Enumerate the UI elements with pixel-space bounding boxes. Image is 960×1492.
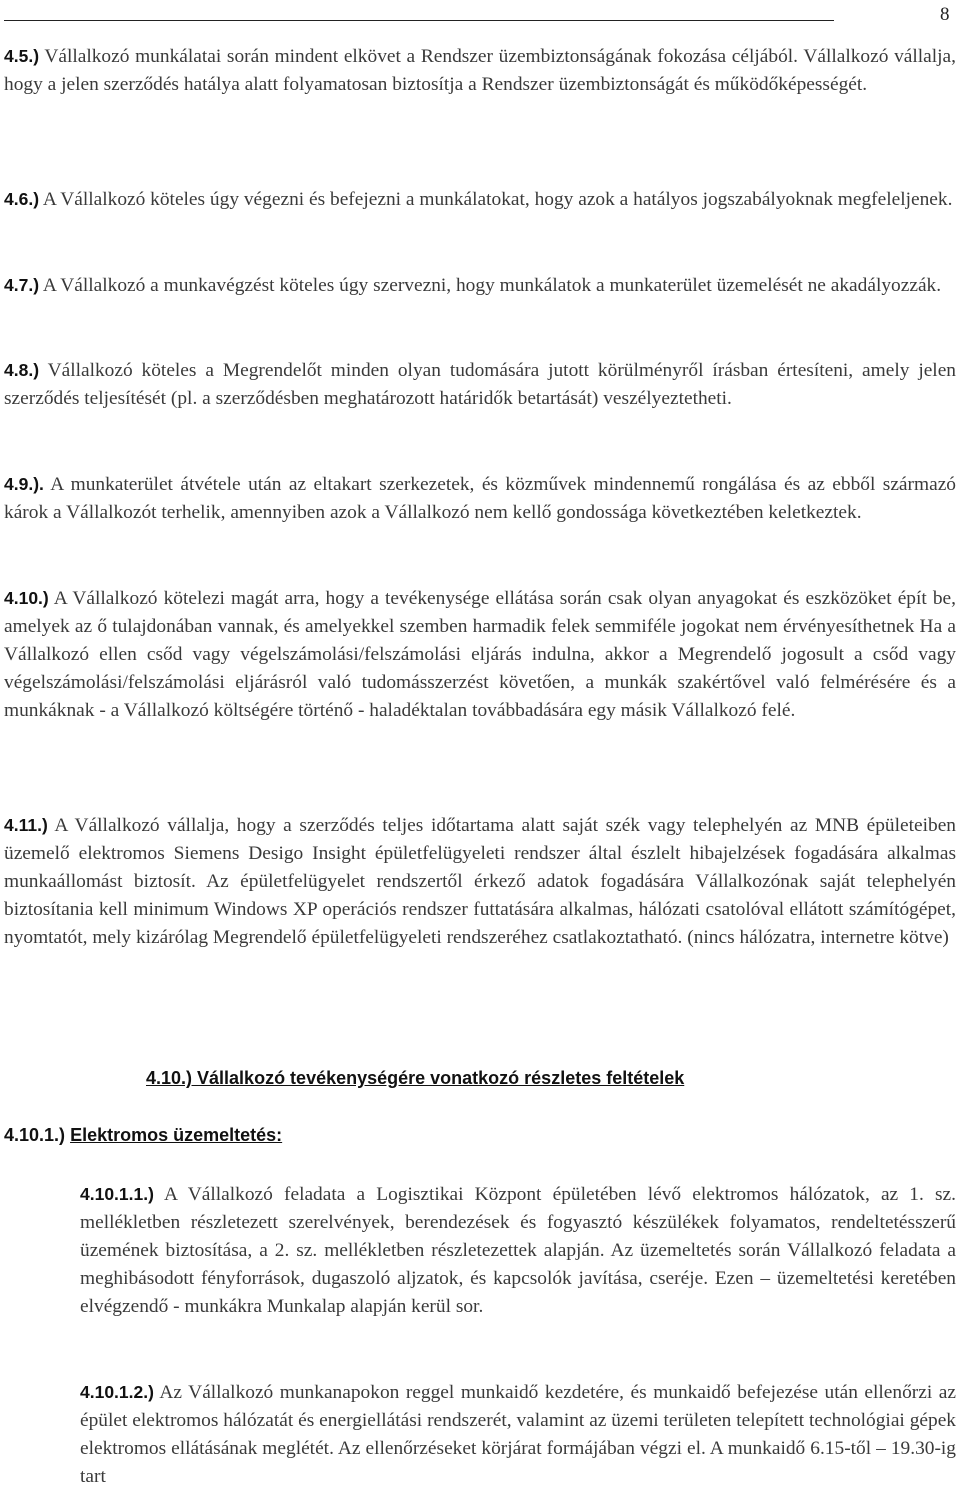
subsection-title: Elektromos üzemeltetés: (70, 1125, 283, 1145)
paragraph-4-5 (4, 42, 956, 99)
page-number: 8 (940, 4, 950, 25)
paragraph-4-9 (4, 470, 956, 527)
paragraph-number: 4.6.) (4, 189, 40, 209)
paragraph-4-10 (4, 584, 956, 725)
section-title: 4.10.) Vállalkozó tevékenységére vonatkozó részletes feltételek (146, 1068, 685, 1088)
paragraph-number: 4.7.) (4, 275, 40, 295)
paragraph-number: 4.9.). (4, 474, 44, 494)
header-rule (4, 20, 834, 21)
paragraph-text: A Vállalkozó feladata a Logisztikai Központ épületében lévő elektromos hálózatok, az 1. sz. mellékletben részletezett szerelvények, berendezések és fogyasztó készülékek folyamatos, rendeltetésszerű üzemének biztosítása, a 2. sz. mellékletben részletezettek alapján. Az üzemeltetés során Vállalkozó feladata a meghibásodott fényforrások, dugaszoló aljzatok, és kapcsolók javítása, cseréje. Ezen – üzemeltetési keretében elvégzendő - munkákra Munkalap alapján kerül sor. (80, 1184, 957, 1317)
paragraph-4-8 (4, 356, 956, 413)
sub-paragraph-4-10-1-2 (80, 1378, 956, 1491)
paragraph-4-7 (4, 271, 956, 300)
paragraph-number: 4.11.) (4, 815, 48, 835)
paragraph-text: Vállalkozó köteles a Megrendelőt minden olyan tudomására jutott körülményről írásban értesíteni, amely jelen szerződés teljesítését (pl. a szerződésben meghatározott határidők betartását) veszélyeztetheti. (4, 360, 956, 409)
paragraph-number: 4.10.1.1.) (80, 1184, 154, 1204)
paragraph-text: A Vállalkozó kötelezi magát arra, hogy a tevékenysége ellátása során csak olyan anyagokat és eszközöket épít be, amelyek az ő tulajdonában vannak, és amelyekkel szemben harmadik felek semmiféle jogokat nem érvényesíthetnek Ha a Vállalkozó ellen csőd vagy végelszámolási/felszámolási eljárás indulna, akkor a Megrendelő jogosult a csőd vagy végelszámolási/felszámolási eljárásról való tudomásszerzést követően, a munkák szakértővel való felmérésére és a munkáknak - a Vállalkozó költségére történő - haladéktalan továbbadására egy másik Vállalkozó felé. (4, 588, 956, 721)
paragraph-number: 4.5.) (4, 46, 40, 66)
paragraph-number: 4.8.) (4, 360, 40, 380)
paragraph-text: A Vállalkozó köteles úgy végezni és befejezni a munkálatokat, hogy azok a hatályos jogszabályoknak megfeleljenek. (42, 189, 953, 210)
subsection-heading (4, 1125, 282, 1146)
paragraph-text: A munkaterület átvétele után az eltakart szerkezetek, és közművek mindennemű rongálása és az ebből származó károk a Vállalkozót terhelik, amennyiben azok a Vállalkozó nem kellő gondossága következtében keletkeztek. (4, 474, 956, 523)
paragraph-text: A Vállalkozó a munkavégzést köteles úgy szervezni, hogy munkálatok a munkaterület üzemelését ne akadályozzák. (42, 275, 942, 296)
subsection-number: 4.10.1.) (4, 1125, 66, 1145)
paragraph-number: 4.10.1.2.) (80, 1382, 154, 1402)
paragraph-text: Az Vállalkozó munkanapokon reggel munkaidő kezdetére, és munkaidő befejezése után ellenőrzi az épület elektromos hálózatát és energiellátási rendszerét, valamint az üzemi területen telepített technológiai gépek elektromos ellátásának meglétét. Az ellenőrzéseket körjárat formájában végzi el. A munkaidő 6.15-től – 19.30-ig tart (80, 1382, 956, 1487)
paragraph-4-11 (4, 811, 956, 952)
paragraph-number: 4.10.) (4, 588, 49, 608)
paragraph-4-6 (4, 185, 956, 214)
sub-paragraph-4-10-1-1 (80, 1180, 956, 1321)
paragraph-text: A Vállalkozó vállalja, hogy a szerződés teljes időtartama alatt saját szék vagy telephelyén az MNB épületeiben üzemelő elektromos Siemens Desigo Insight épületfelügyeleti rendszer által észlelt hibajelzések fogadására alkalmas munkaállomást biztosít. Az épületfelügyelet rendszertől érkező adatok fogadására Vállalkozónak saját telephelyén biztosítania kell minimum Windows XP operációs rendszer futtatására alkalmas, hálózati csatolóval ellátott számítógépet, nyomtatót, mely kizárólag Megrendelő épületfelügyeleti rendszeréhez csatlakoztatható. (nincs hálózatra, internetre kötve) (4, 815, 956, 948)
paragraph-text: Vállalkozó munkálatai során mindent elkövet a Rendszer üzembiztonságának fokozása céljából. Vállalkozó vállalja, hogy a jelen szerződés hatálya alatt folyamatosan biztosítja a Rendszer üzembiztonságát és működőképességét. (4, 46, 957, 95)
